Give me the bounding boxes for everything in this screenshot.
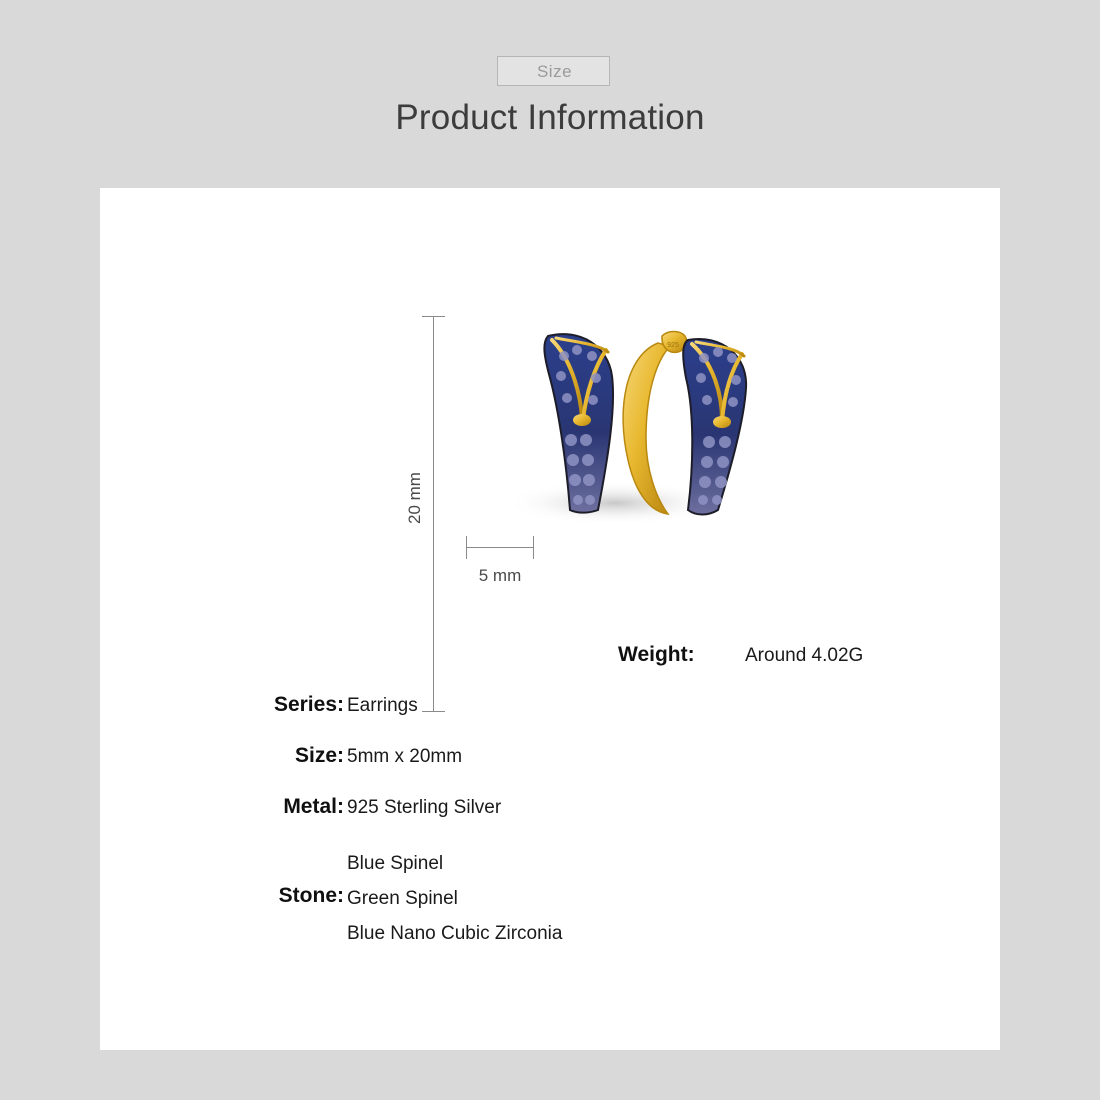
width-dimension-line xyxy=(466,536,534,558)
spec-row-stone xyxy=(100,846,1000,956)
size-badge-label: Size xyxy=(536,62,573,81)
spec-value-metal: 925 Sterling Silver xyxy=(347,797,502,818)
stone-line-1: Blue Spinel xyxy=(347,853,444,874)
weight-label: Weight: xyxy=(618,643,695,666)
weight-row xyxy=(100,643,1000,677)
product-image-area xyxy=(100,188,1000,608)
page-title: Product Information xyxy=(395,98,705,137)
width-dimension-cap-left xyxy=(466,536,467,559)
spec-value-series: Earrings xyxy=(347,695,418,716)
spec-table xyxy=(100,693,1000,956)
page-header xyxy=(0,0,1100,188)
spec-label-series: Series: xyxy=(273,693,344,716)
spec-label-metal: Metal: xyxy=(283,795,344,818)
width-dimension-stroke xyxy=(466,547,534,548)
size-badge xyxy=(497,56,610,86)
spec-row-series xyxy=(100,693,1000,744)
spec-label-size: Size: xyxy=(294,744,344,767)
spec-row-size xyxy=(100,744,1000,795)
weight-value: Around 4.02G xyxy=(745,645,864,666)
width-dimension-label: 5 mm xyxy=(478,566,522,585)
product-information-card xyxy=(100,188,1000,1050)
earrings-illustration xyxy=(430,298,760,548)
spec-row-metal xyxy=(100,795,1000,846)
spec-value-stone xyxy=(347,846,562,951)
spec-value-size: 5mm x 20mm xyxy=(347,746,463,767)
stone-line-2: Green Spinel xyxy=(347,888,458,909)
height-dimension-label: 20 mm xyxy=(405,472,424,524)
svg-text:925: 925 xyxy=(667,342,679,349)
spec-label-stone: Stone: xyxy=(278,884,344,907)
width-dimension-cap-right xyxy=(533,536,534,559)
stone-line-3: Blue Nano Cubic Zirconia xyxy=(347,923,563,944)
